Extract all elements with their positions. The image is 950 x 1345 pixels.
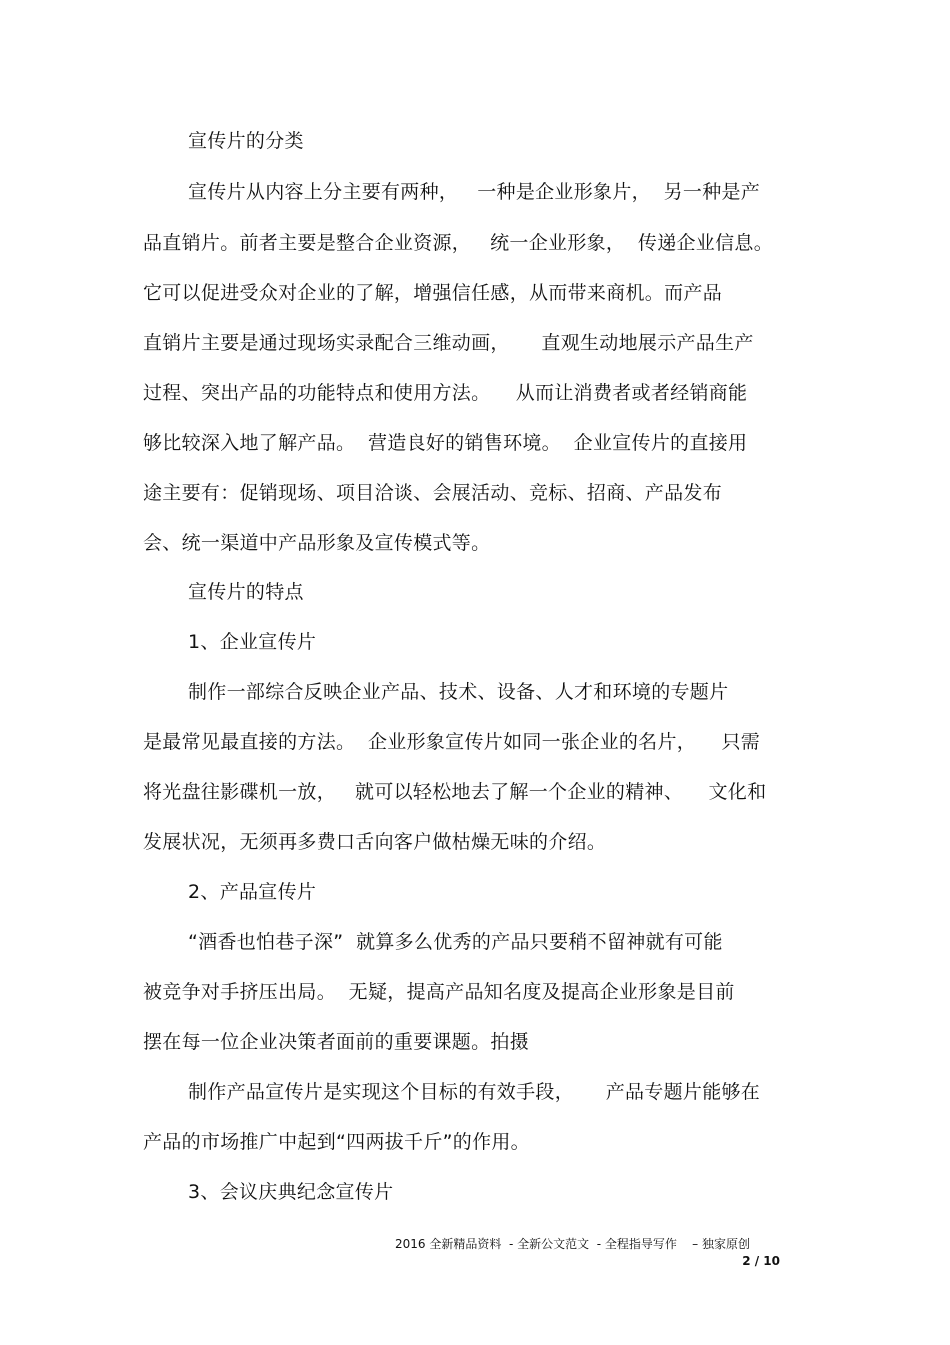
paragraph-line: 过程、突出产品的功能特点和使用方法。 从而让消费者或者经销商能 (143, 382, 748, 404)
paragraph-line: 宣传片从内容上分主要有两种， 一种是企业形象片， 另一种是产 (188, 181, 761, 203)
subheading-product-video: 2、产品宣传片 (188, 881, 317, 903)
subheading-corporate-video: 1、企业宣传片 (188, 631, 317, 653)
paragraph-line: 被竞争对手挤压出局。 无疑，提高产品知名度及提高企业形象是目前 (143, 981, 735, 1003)
paragraph-line: 够比较深入地了解产品。 营造良好的销售环境。 企业宣传片的直接用 (143, 432, 748, 454)
page-number: 2 / 10 (742, 1254, 780, 1268)
paragraph-line: 品直销片。前者主要是整合企业资源， 统一企业形象， 传递企业信息。 (143, 232, 773, 254)
paragraph-line: 制作一部综合反映企业产品、技术、设备、人才和环境的专题片 (188, 681, 729, 703)
paragraph-line: 产品的市场推广中起到“四两拔千斤”的作用。 (143, 1131, 530, 1153)
paragraph-line: 摆在每一位企业决策者面前的重要课题。拍摄 (143, 1031, 530, 1053)
paragraph-line: 它可以促进受众对企业的了解，增强信任感，从而带来商机。而产品 (143, 282, 723, 304)
paragraph-line: 直销片主要是通过现场实录配合三维动画， 直观生动地展示产品生产 (143, 332, 754, 354)
footer-text: 2016 全新精品资料 - 全新公文范文 - 全程指导写作 – 独家原创 (395, 1237, 750, 1251)
paragraph-line: 是最常见最直接的方法。 企业形象宣传片如同一张企业的名片， 只需 (143, 731, 761, 753)
subheading-ceremony-video: 3、会议庆典纪念宣传片 (188, 1181, 394, 1203)
heading-classification: 宣传片的分类 (188, 130, 304, 152)
paragraph-line: 途主要有：促销现场、项目洽谈、会展活动、竞标、招商、产品发布 (143, 482, 723, 504)
heading-features: 宣传片的特点 (188, 581, 304, 603)
paragraph-line: 制作产品宣传片是实现这个目标的有效手段， 产品专题片能够在 (188, 1081, 761, 1103)
paragraph-line: 会、统一渠道中产品形象及宣传模式等。 (143, 532, 491, 554)
paragraph-line: 将光盘往影碟机一放， 就可以轻松地去了解一个企业的精神、 文化和 (143, 781, 767, 803)
paragraph-line: “酒香也怕巷子深” 就算多么优秀的产品只要稍不留神就有可能 (188, 931, 723, 953)
paragraph-line: 发展状况，无须再多费口舌向客户做枯燥无味的介绍。 (143, 831, 607, 853)
